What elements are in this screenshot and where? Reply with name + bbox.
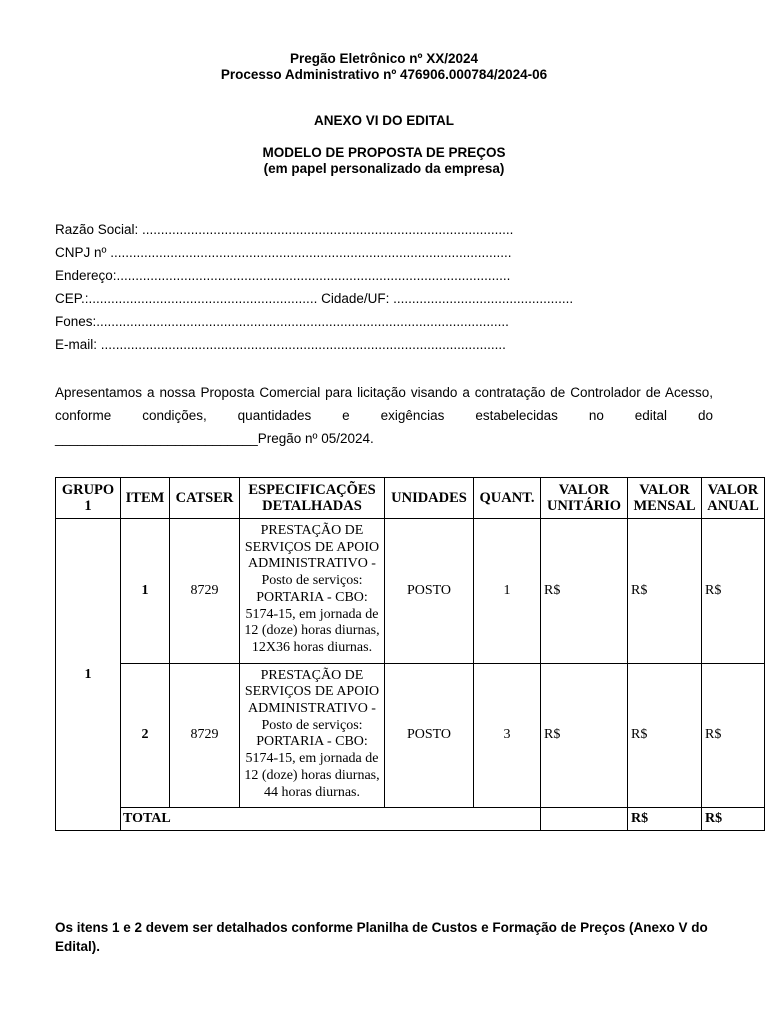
fones-field: Fones:.............................................................................................................. (55, 314, 509, 329)
header-valor-mensal: VALOR MENSAL (628, 478, 702, 519)
group-number-cell: 1 (56, 519, 121, 831)
header-especificacoes: ESPECIFICAÇÕES DETALHADAS (240, 478, 385, 519)
valor-anual-cell: R$ (702, 519, 765, 664)
price-table (55, 477, 765, 831)
email-field: E-mail: ............................................................................................................ (55, 337, 506, 352)
header-grupo: GRUPO 1 (56, 478, 121, 519)
total-valor-anual-cell: R$ (702, 808, 765, 831)
valor-mensal-cell: R$ (628, 519, 702, 664)
valor-unitario-cell: R$ (541, 519, 628, 664)
cnpj-field: CNPJ nº ........................................................................................................... (55, 245, 512, 260)
annex-title: ANEXO VI DO EDITAL (313, 113, 454, 128)
item-cell: 2 (121, 663, 170, 808)
header-item: ITEM (121, 478, 170, 519)
model-subtitle: (em papel personalizado da empresa) (263, 161, 505, 176)
table-header-row (56, 478, 765, 519)
valor-mensal-cell: R$ (628, 663, 702, 808)
header-quant: QUANT. (474, 478, 541, 519)
table-row (56, 663, 765, 808)
table-row (56, 519, 765, 664)
cep-cidade-field: CEP.:............................................................. Cidade/UF: ................................................ (55, 291, 574, 306)
endereco-field: Endereço:......................................................................................................... (55, 268, 511, 283)
valor-unitario-cell: R$ (541, 663, 628, 808)
unit-cell: POSTO (385, 663, 474, 808)
total-valor-unitario-cell (541, 808, 628, 831)
unit-cell: POSTO (385, 519, 474, 664)
quantity-cell: 3 (474, 663, 541, 808)
header-valor-unitario: VALOR UNITÁRIO (541, 478, 628, 519)
footer-note: Os itens 1 e 2 devem ser detalhados conforme Planilha de Custos e Formação de Preços (Anexo V do Edital). (55, 920, 708, 954)
total-label: TOTAL (121, 808, 541, 831)
valor-anual-cell: R$ (702, 663, 765, 808)
description-cell: PRESTAÇÃO DE SERVIÇOS DE APOIO ADMINISTRATIVO - Posto de serviços: PORTARIA - CBO: 5174-15, em jornada de 12 (doze) horas diurnas, 12X36 horas diurnas. (240, 519, 385, 664)
model-heading (0, 145, 768, 177)
header-unidades: UNIDADES (385, 478, 474, 519)
company-info-form (55, 221, 573, 359)
catser-cell: 8729 (170, 519, 240, 664)
catser-cell: 8729 (170, 663, 240, 808)
quantity-cell: 1 (474, 519, 541, 664)
total-row (56, 808, 765, 831)
description-cell: PRESTAÇÃO DE SERVIÇOS DE APOIO ADMINISTRATIVO - Posto de serviços: PORTARIA - CBO: 5174-15, em jornada de 12 (doze) horas diurnas, 44 horas diurnas. (240, 663, 385, 808)
header-catser: CATSER (170, 478, 240, 519)
proposal-paragraph: Apresentamos a nossa Proposta Comercial para licitação visando a contratação de Controlador de Acesso, conforme condições, quantidades e exigências estabelecidas no edital do ___________________________Pregão nº 05/2024. (55, 385, 713, 446)
total-valor-mensal-cell: R$ (628, 808, 702, 831)
model-title: MODELO DE PROPOSTA DE PREÇOS (262, 145, 506, 160)
razao-social-field: Razão Social: ................................................................................................... (55, 222, 514, 237)
pregao-title: Pregão Eletrônico nº XX/2024 (290, 51, 478, 66)
header-valor-anual: VALOR ANUAL (702, 478, 765, 519)
item-cell: 1 (121, 519, 170, 664)
processo-title: Processo Administrativo nº 476906.000784/2024-06 (220, 67, 548, 82)
document-heading (0, 51, 768, 83)
